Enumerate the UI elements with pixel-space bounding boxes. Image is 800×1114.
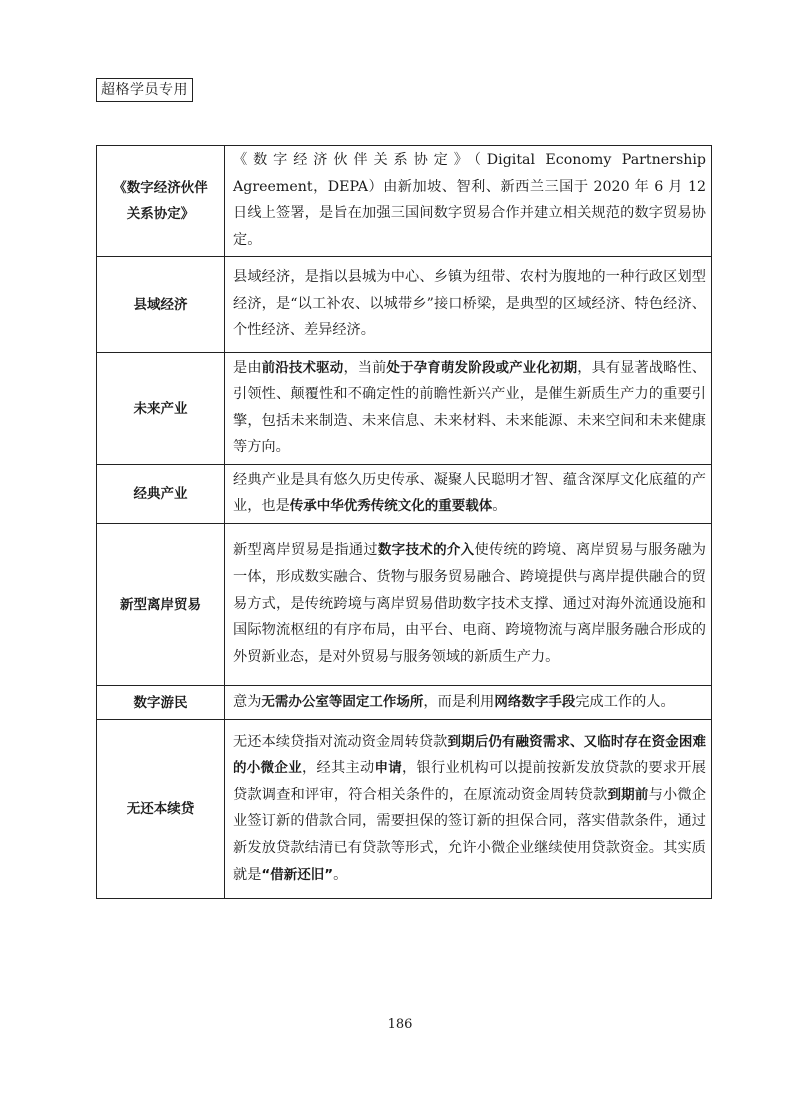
definition-text: 完成工作的人。 [575,693,675,710]
definition-cell [225,686,712,720]
term-cell: 数字游民 [97,686,225,720]
definition-text: 无还本续贷指对流动资金周转贷款 [233,733,448,750]
glossary-row [97,686,712,720]
definition-cell [225,465,712,524]
definition-emphasis: 前沿技术驱动 [261,359,344,376]
term-cell: 未来产业 [97,353,225,465]
definition-emphasis: 数字技术的介入 [377,542,475,559]
definition-text: 经典产业是具有悠久历史传承、凝聚人民聪明才智、蕴含深厚文化底蕴的产业，也是 [233,471,706,515]
glossary-table [96,145,712,899]
definition-emphasis: 无需办公室等固定工作场所 [261,693,424,710]
definition-cell [225,720,712,899]
term-cell: 无还本续贷 [97,720,225,899]
glossary-row [97,720,712,899]
definition-emphasis: 网络数字手段 [494,693,576,710]
definition-text: ，银行业机构可以提前按新发放贷款的要求开展贷款调查和评审，符合相关条件的，在原流动资金周转贷款 [233,760,706,803]
definition-cell [225,257,712,353]
definition-text: 是由 [233,359,262,376]
definition-emphasis: 到期前 [607,786,649,803]
definition-text: 与小微企业签订新的借款合同，需要担保的签订新的担保合同，落实借款条件，通过新发放贷款结清已有贷款等形式，允许小微企业继续使用贷款资金。其实质就是 [233,786,707,883]
page-number: 186 [387,1017,413,1032]
term-cell: 新型离岸贸易 [97,524,225,686]
definition-text: ，经其主动 [302,760,375,777]
definition-emphasis: 传承中华优秀传统文化的重要载体 [289,498,493,515]
definition-text: 使传统的跨境、离岸贸易与服务融为一体，形成数实融合、货物与服务贸易融合、跨境提供与离岸提供融合的贸易方式，是传统跨境与离岸贸易借助数字技术支撑、通过对海外流通设施和国际物流枢纽的有序布局，由平台、电商、跨境物流与离岸服务融合形成的外贸新业态，是对外贸易与服务领域的新质生产力。 [233,542,706,665]
term-cell: 县域经济 [97,257,225,353]
definition-cell [225,146,712,257]
glossary-row [97,524,712,686]
definition-emphasis: 处于孕育萌发阶段或产业化初期 [386,359,578,376]
term-cell: 《数字经济伙伴关系协定》 [97,146,225,257]
glossary-row [97,257,712,353]
definition-text: ，具有显著战略性、引领性、颠覆性和不确定性的前瞻性新兴产业，是催生新质生产力的重要引擎，包括未来制造、未来信息、未来材料、未来能源、未来空间和未来健康等方向。 [233,359,706,456]
definition-emphasis: 到期后仍有融资需求、又临时存在资金困难的小微企业 [233,733,706,777]
glossary-row [97,353,712,465]
definition-emphasis: 申请 [374,760,403,777]
definition-text: ，而是利用 [423,693,495,710]
definition-text: 。 [492,498,507,515]
term-cell: 经典产业 [97,465,225,524]
definition-cell [225,524,712,686]
definition-text: 。 [333,866,348,883]
definition-text: ，当前 [343,359,387,376]
glossary-row [97,146,712,257]
definition-emphasis: “借新还旧” [261,866,334,883]
student-only-tag: 超格学员专用 [96,78,193,102]
definition-cell [225,353,712,465]
glossary-row [97,465,712,524]
definition-text: 意为 [233,693,262,710]
definition-text: 新型离岸贸易是指通过 [233,542,378,559]
definition-text: 《数字经济伙伴关系协定》（Digital Economy Partnership Agreement，DEPA）由新加坡、智利、新西兰三国于 2020 年 6 月 12 日线上签署，是旨在加强三国间数字贸易合作并建立相关规范的数字贸易协定。 [233,152,706,248]
definition-text: 县域经济，是指以县城为中心、乡镇为纽带、农村为腹地的一种行政区划型经济，是“以工补农、以城带乡”接口桥梁，是典型的区域经济、特色经济、个性经济、差异经济。 [233,268,706,339]
